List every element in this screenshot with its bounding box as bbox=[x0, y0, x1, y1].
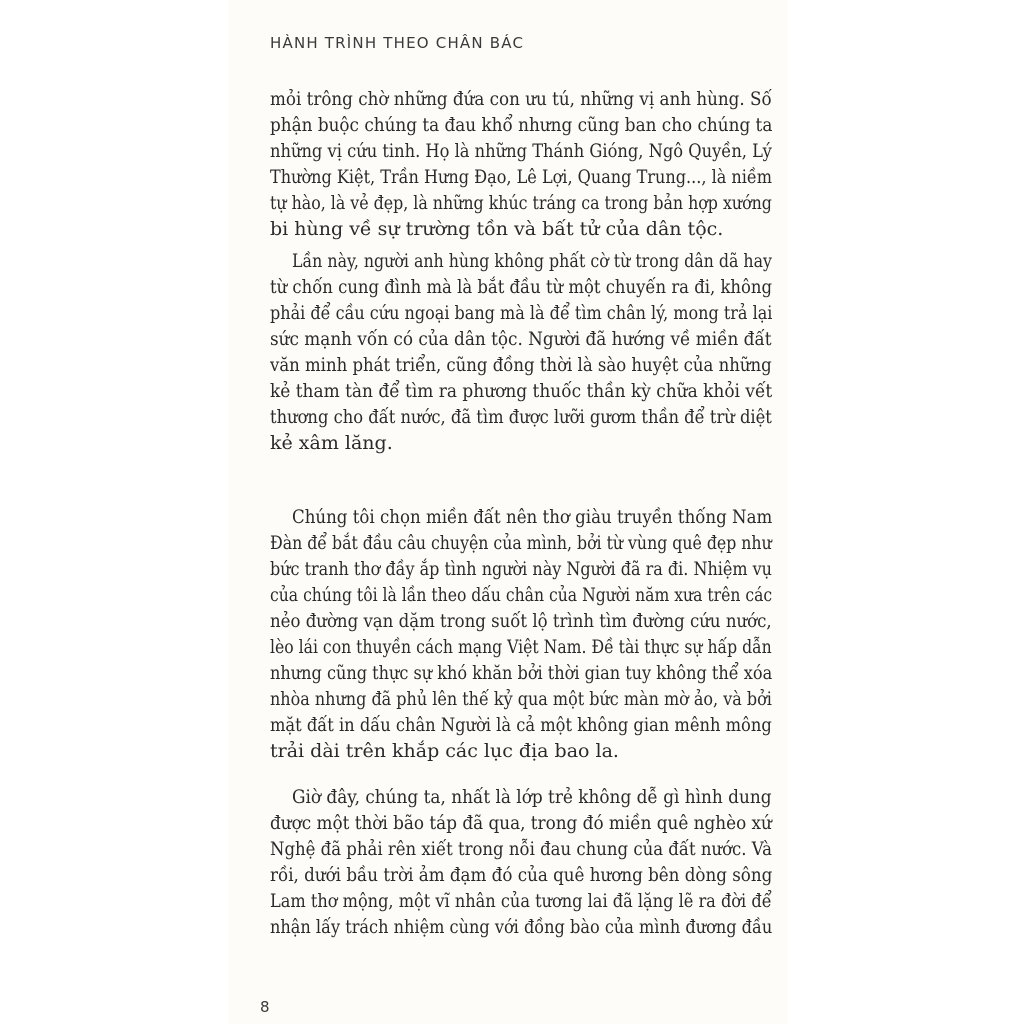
text-line: mặt đất in dấu chân Người là cả một không gian mênh mông bbox=[270, 714, 772, 736]
text-line: Lần này, người anh hùng không phất cờ từ trong dân dã hay bbox=[292, 250, 772, 272]
text-line: kẻ xâm lăng. bbox=[270, 432, 393, 454]
text-line: sức mạnh vốn có của dân tộc. Người đã hướng về miền đất bbox=[270, 328, 772, 350]
text-line: Giờ đây, chúng ta, nhất là lớp trẻ không dễ gì hình dung bbox=[292, 786, 772, 808]
text-line: phận buộc chúng ta đau khổ nhưng cũng ban cho chúng ta bbox=[270, 114, 773, 136]
text-line: phải để cầu cứu ngoại bang mà là để tìm chân lý, mong trả lại bbox=[270, 302, 773, 324]
running-head: HÀNH TRÌNH THEO CHÂN BÁC bbox=[270, 34, 525, 52]
text-line: được một thời bão táp đã qua, trong đó miền quê nghèo xứ bbox=[270, 812, 772, 834]
text-line: mỏi trông chờ những đứa con ưu tú, những vị anh hùng. Số bbox=[270, 88, 772, 110]
text-line: bi hùng về sự trường tồn và bất tử của dân tộc. bbox=[270, 218, 724, 240]
text-line: Thường Kiệt, Trần Hưng Đạo, Lê Lợi, Quang Trung..., là niềm bbox=[270, 166, 773, 188]
text-line: Nghệ đã phải rên xiết trong nỗi đau chung của đất nước. Và bbox=[270, 838, 772, 860]
text-line: Đàn để bắt đầu câu chuyện của mình, bởi từ vùng quê đẹp như bbox=[270, 532, 772, 554]
text-line: bức tranh thơ đầy ắp tình người này Người đã ra đi. Nhiệm vụ bbox=[270, 558, 772, 580]
text-line: Lam thơ mộng, một vĩ nhân của tương lai đã lặng lẽ ra đời để bbox=[270, 890, 772, 912]
text-line: nhòa nhưng đã phủ lên thế kỷ qua một bức màn mờ ảo, và bởi bbox=[270, 688, 772, 710]
text-line: tự hào, là vẻ đẹp, là những khúc tráng ca trong bản hợp xướng bbox=[270, 192, 772, 214]
text-line: nhưng cũng thực sự khó khăn bởi thời gian tuy không thể xóa bbox=[270, 662, 773, 684]
text-line: nẻo đường vạn dặm trong suốt lộ trình tìm đường cứu nước, bbox=[270, 610, 772, 632]
text-line: những vị cứu tinh. Họ là những Thánh Gióng, Ngô Quyền, Lý bbox=[270, 140, 772, 162]
text-line: từ chốn cung đình mà là bắt đầu từ một chuyến ra đi, không bbox=[270, 276, 773, 298]
text-line: kẻ tham tàn để tìm ra phương thuốc thần kỳ chữa khỏi vết bbox=[270, 380, 773, 402]
text-line: văn minh phát triển, cũng đồng thời là sào huyệt của những bbox=[270, 354, 772, 376]
text-line: trải dài trên khắp các lục địa bao la. bbox=[270, 740, 619, 762]
text-line: rồi, dưới bầu trời ảm đạm đó của quê hương bên dòng sông bbox=[270, 864, 773, 886]
text-line: của chúng tôi là lần theo dấu chân của Người năm xưa trên các bbox=[270, 584, 773, 606]
text-line: thương cho đất nước, đã tìm được lưỡi gươm thần để trừ diệt bbox=[270, 406, 772, 428]
text-line: lèo lái con thuyền cách mạng Việt Nam. Đề tài thực sự hấp dẫn bbox=[270, 636, 772, 658]
text-line: nhận lấy trách nhiệm cùng với đồng bào của mình đương đầu bbox=[270, 916, 773, 938]
page-number: 8 bbox=[260, 998, 270, 1016]
text-line: Chúng tôi chọn miền đất nên thơ giàu truyền thống Nam bbox=[292, 506, 773, 528]
